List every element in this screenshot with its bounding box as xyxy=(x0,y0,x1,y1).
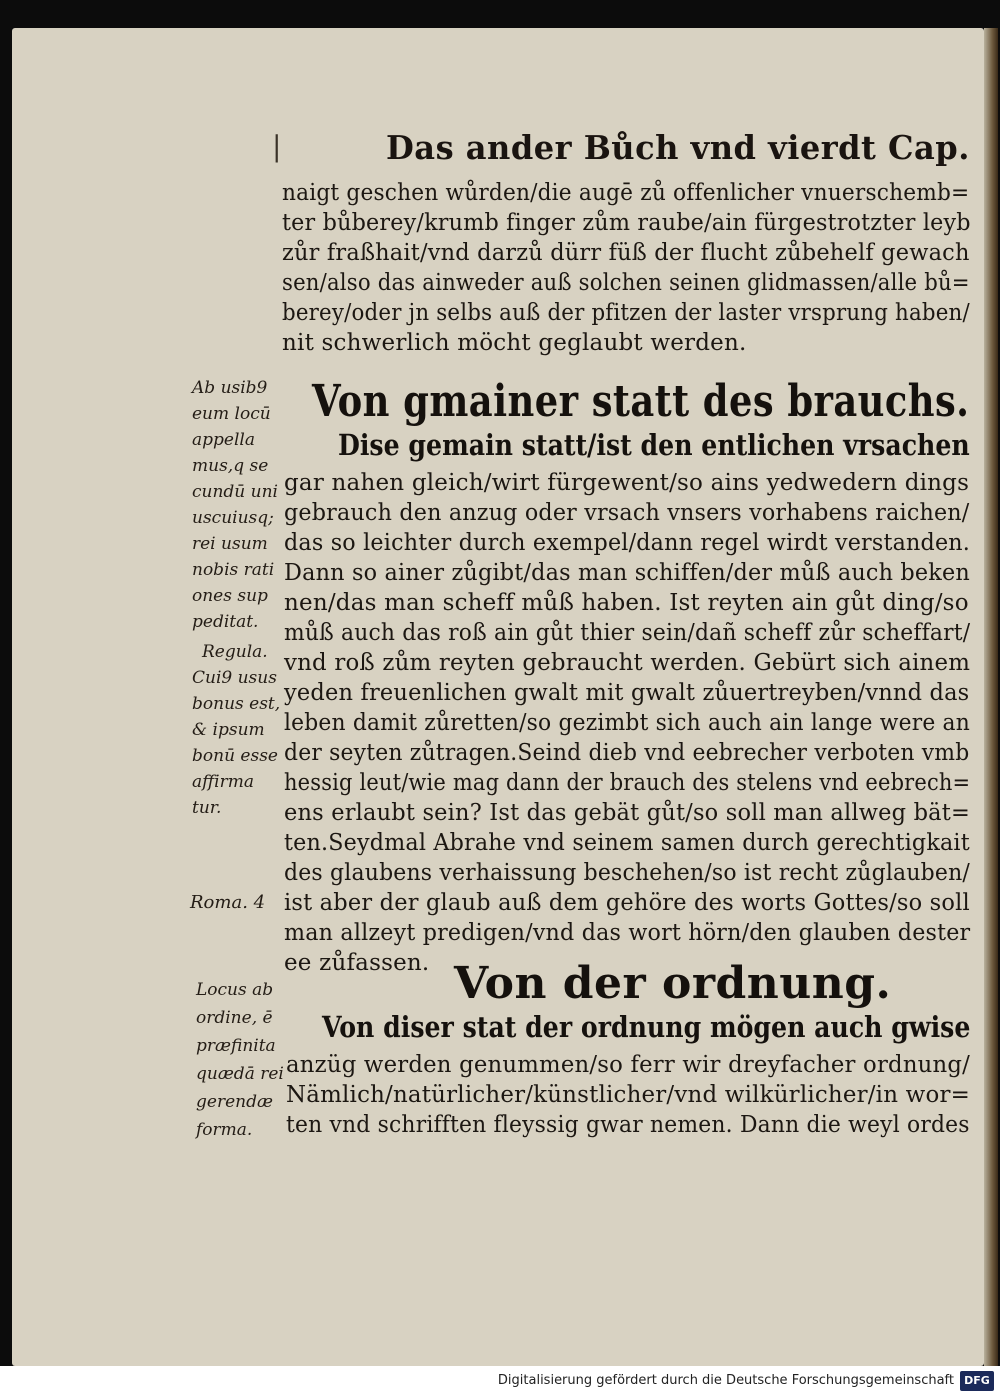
text-line: ten.Seydmal Abrahe vnd seinem samen durch gerechtigkait xyxy=(284,830,970,856)
margin-note-line: Regula. xyxy=(202,642,268,662)
margin-note-line: cundū uni xyxy=(192,482,278,502)
margin-note-line: appella xyxy=(192,430,255,450)
text-line: ens erlaubt sein? Ist das gebät gůt/so soll man allweg bät= xyxy=(284,800,971,826)
text-line: gar nahen gleich/wirt fürgewent/so ains yedwedern dings xyxy=(284,470,970,496)
text-line: gebrauch den anzug oder vrsach vnsers vorhabens raichen/ xyxy=(284,500,970,526)
text-line: zůr fraßhait/vnd darzů dürr füß der flucht zůbehelf gewach xyxy=(282,240,970,266)
text-line: anzüg werden genummen/so ferr wir dreyfacher ordnung/ xyxy=(286,1052,971,1078)
text-line: man allzeyt predigen/vnd das wort hörn/den glauben dester xyxy=(284,920,971,946)
lead-line: Dise gemain statt/ist den entlichen vrsachen xyxy=(338,428,970,462)
funding-credit: Digitalisierung gefördert durch die Deutsche Forschungsgemeinschaft xyxy=(497,1373,954,1388)
margin-note-line: forma. xyxy=(196,1120,253,1140)
margin-note-line: peditat. xyxy=(192,612,259,632)
dfg-logo: DFG xyxy=(960,1371,994,1391)
text-line: můß auch das roß ain gůt thier sein/dañ scheff zůr scheffart/ xyxy=(284,620,971,646)
margin-note-line: eum locū xyxy=(192,404,271,424)
margin-note-line: rei usum xyxy=(192,534,268,554)
running-header: Das ander Bůch vnd vierdt Cap. xyxy=(386,128,970,167)
text-line: vnd roß zům reyten gebraucht werden. Gebürt sich ainem xyxy=(284,650,971,676)
margin-note-line: quædā rei xyxy=(196,1064,284,1084)
margin-note-line: præfinita xyxy=(196,1036,276,1056)
margin-note-line: Cui9 usus xyxy=(192,668,277,688)
text-line: hessig leut/wie mag dann der brauch des stelens vnd eebrech= xyxy=(284,770,971,796)
margin-note-line: tur. xyxy=(192,798,222,818)
text-line: sen/also das ainweder auß solchen seinen glidmassen/alle bů= xyxy=(282,270,970,296)
text-line: Nämlich/natürlicher/künstlicher/vnd wilkürlicher/in wor= xyxy=(286,1082,971,1108)
text-line: ten vnd schrifften fleyssig gwar nemen. Dann die weyl ordes xyxy=(286,1112,970,1138)
text-line: nen/das man scheff můß haben. Ist reyten ain gůt ding/so xyxy=(284,590,969,616)
text-line: ter bůberey/krumb finger zům raube/ain fürgestrotzter leyb xyxy=(282,210,971,236)
section-heading: Von gmainer statt des brauchs. xyxy=(312,376,970,427)
book-spine xyxy=(984,28,998,1366)
margin-note-line: Locus ab xyxy=(196,980,274,1000)
margin-note-line: ones sup xyxy=(192,586,268,606)
text-line: ist aber der glaub auß dem gehöre des worts Gottes/so soll xyxy=(284,890,970,916)
margin-note-line: affirma xyxy=(192,772,254,792)
text-line: yeden freuenlichen gwalt mit gwalt zůuertreyben/vnnd das xyxy=(284,680,970,706)
text-line: berey/oder jn selbs auß der pfitzen der laster vrsprung haben/ xyxy=(282,300,970,326)
section-heading: Von der ordnung. xyxy=(454,958,892,1009)
margin-note-line: ordine, ē xyxy=(196,1008,273,1028)
margin-note-line: & ipsum xyxy=(192,720,265,740)
text-line: nit schwerlich möcht geglaubt werden. xyxy=(282,330,747,356)
margin-note-line: gerendæ xyxy=(196,1092,273,1112)
text-line: des glaubens verhaissung beschehen/so ist recht zůglauben/ xyxy=(284,860,970,886)
margin-note-line: mus,q se xyxy=(192,456,269,476)
text-line: ee zůfassen. xyxy=(284,950,430,976)
margin-note-line: bonū esse xyxy=(192,746,278,766)
margin-note-line: bonus est, xyxy=(192,694,281,714)
margin-note-line: uscuiusq; xyxy=(192,508,274,528)
text-line: leben damit zůretten/so gezimbt sich auch ain lange were an xyxy=(284,710,970,736)
header-mark: | xyxy=(272,130,282,163)
margin-note-line: nobis rati xyxy=(192,560,275,580)
text-line: der seyten zůtragen.Seind dieb vnd eebrecher verboten vmb xyxy=(284,740,970,766)
text-line: das so leichter durch exempel/dann regel wirdt verstanden. xyxy=(284,530,971,556)
text-line: Dann so ainer zůgibt/das man schiffen/der můß auch beken xyxy=(284,560,970,586)
margin-note-line: Ab usib9 xyxy=(192,378,268,398)
footer-bar xyxy=(0,1366,1000,1396)
margin-note-line: Roma. 4 xyxy=(190,892,266,913)
text-line: naigt geschen wůrden/die augē zů offenlicher vnuerschemb= xyxy=(282,180,970,206)
lead-line: Von diser stat der ordnung mögen auch gwise xyxy=(322,1010,971,1044)
